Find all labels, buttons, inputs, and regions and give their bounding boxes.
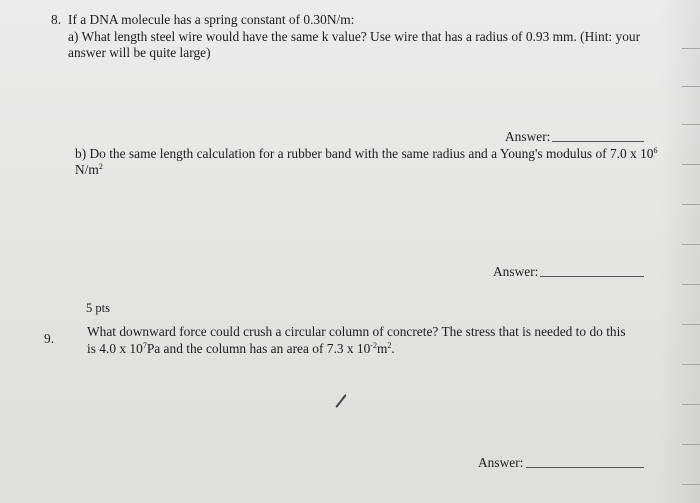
question-8a-line-1: a) What length steel wire would have the same k value? Use wire that has a radius of 0.93 mm. (Hint: your: [68, 29, 641, 44]
edge-rule-mark: [682, 284, 700, 285]
question-8b-line-1: b) Do the same length calculation for a rubber band with the same radius and a Young's modulus of 7.0 x $10^6$: [75, 146, 658, 161]
page-edge-shadow: [660, 0, 700, 503]
question-9-line-2: is 4.0 x $10^7Pa$ and the column has an area of 7.3 x $10^{-2}m^2$.: [87, 341, 395, 356]
answer-9-label: Answer:: [478, 455, 524, 470]
question-8b-line-2: $N/m^2$: [75, 162, 103, 177]
edge-rule-mark: [682, 164, 700, 165]
answer-8a-label: Answer:: [505, 129, 551, 144]
question-8-number: 8.: [51, 12, 62, 27]
answer-8b-label: Answer:: [493, 264, 539, 279]
question-8a-line-2: answer will be quite large): [68, 45, 211, 60]
pen-stroke-mark: [335, 394, 346, 408]
answer-8b-blank[interactable]: [540, 276, 644, 277]
edge-rule-mark: [682, 444, 700, 445]
edge-rule-mark: [682, 86, 700, 87]
points-label: 5 pts: [86, 301, 110, 315]
edge-rule-mark: [682, 48, 700, 49]
question-9-line-1: What downward force could crush a circular column of concrete? The stress that is needed to do this: [87, 324, 626, 339]
edge-rule-mark: [682, 484, 700, 485]
edge-rule-mark: [682, 324, 700, 325]
edge-rule-mark: [682, 124, 700, 125]
question-8-stem: If a DNA molecule has a spring constant of 0.30N/m:: [68, 12, 355, 27]
edge-rule-mark: [682, 364, 700, 365]
answer-9-blank[interactable]: [526, 467, 644, 468]
question-9-number: 9.: [44, 331, 55, 346]
edge-rule-mark: [682, 204, 700, 205]
edge-rule-mark: [682, 244, 700, 245]
answer-8a-blank[interactable]: [552, 141, 644, 142]
edge-rule-mark: [682, 404, 700, 405]
